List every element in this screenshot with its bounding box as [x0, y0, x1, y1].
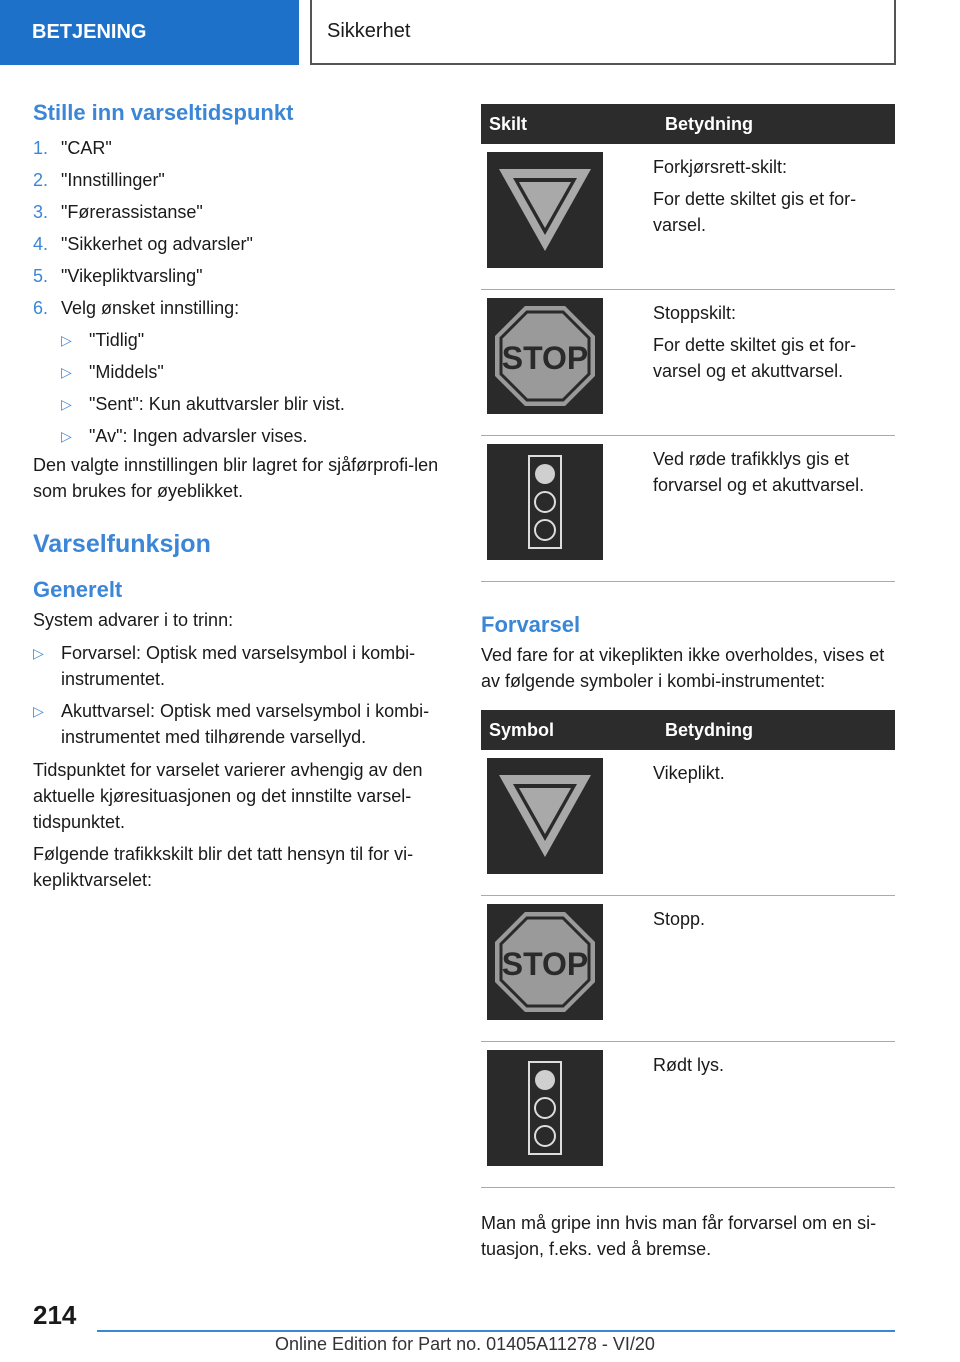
list-item: 3. "Førerassistanse": [33, 202, 203, 222]
chapter-tab: [310, 0, 896, 65]
left-column: [33, 100, 448, 893]
table-row: STOP Stopp.: [481, 896, 895, 1042]
chapter-label: Sikkerhet: [327, 20, 411, 42]
column-header: Skilt: [481, 104, 645, 144]
options-list: [33, 324, 448, 452]
list-item: ▷ "Tidlig": [61, 324, 448, 356]
saved-note: Den valgte innstillingen blir lagret for sjåførprofi-len som brukes for øyeblikket.: [33, 455, 439, 501]
steps-list: [33, 132, 448, 324]
heading-generelt: Generelt: [33, 577, 123, 602]
table-row: Forkjørsrett-skilt: For dette skiltet gis et for-varsel.: [481, 144, 895, 290]
list-item: ▷ Akuttvarsel: Optisk med varselsymbol i kombi-instrumentet med tilhørende varsellyd.: [33, 695, 448, 753]
triangle-bullet-icon: ▷: [33, 645, 44, 661]
paragraph: Følgende trafikkskilt blir det tatt hensyn til for vi-kepliktvarselet:: [33, 844, 414, 890]
section-label: BETJENING: [32, 21, 147, 43]
list-item: 5. "Vikepliktvarsling": [33, 266, 203, 286]
right-column: [481, 104, 895, 1262]
footer-divider: [97, 1330, 895, 1332]
triangle-bullet-icon: ▷: [61, 332, 72, 348]
symbols-table: [481, 710, 895, 1188]
table-header: [481, 104, 895, 144]
triangle-bullet-icon: ▷: [61, 396, 72, 412]
traffic-light-icon: [487, 1050, 603, 1166]
yield-sign-icon: [487, 152, 603, 268]
list-item: 4. "Sikkerhet og advarsler": [33, 234, 253, 254]
column-header: Betydning: [645, 104, 895, 144]
list-item: ▷ "Sent": Kun akuttvarsler blir vist.: [61, 388, 448, 420]
intro-text: System advarer i to trinn:: [33, 610, 234, 630]
outro-text: Man må gripe inn hvis man får forvarsel om en si-tuasjon, f.eks. ved å bremse.: [481, 1213, 877, 1259]
edition-text: Online Edition for Part no. 01405A11278 - VI/20: [275, 1334, 655, 1354]
triangle-bullet-icon: ▷: [61, 428, 72, 444]
stop-sign-icon: [487, 298, 603, 414]
heading-forvarsel: Forvarsel: [481, 612, 581, 637]
table-row: Ved røde trafikklys gis et forvarsel og et akuttvarsel.: [481, 436, 895, 582]
signs-table: [481, 104, 895, 582]
heading-varselfunksjon: Varselfunksjon: [33, 530, 211, 558]
list-item: ▷ "Av": Ingen advarsler vises.: [61, 420, 448, 452]
triangle-bullet-icon: ▷: [33, 703, 44, 719]
list-item: 6. Velg ønsket innstilling:: [33, 298, 240, 318]
list-item: 1. "CAR": [33, 138, 112, 158]
intro-text: Ved fare for at vikeplikten ikke overholdes, vises et av følgende symboler i kombi-instrumentet:: [481, 645, 885, 691]
traffic-light-icon: [487, 444, 603, 560]
stages-list: [33, 637, 448, 753]
list-item: ▷ "Middels": [61, 356, 448, 388]
svg-text:STOP: STOP: [501, 340, 589, 376]
heading-stille-inn: Stille inn varseltidspunkt: [33, 100, 294, 125]
list-item: 2. "Innstillinger": [33, 170, 165, 190]
table-row: STOP Stoppskilt: For dette skiltet gis et for-varsel og et akuttvarsel.: [481, 290, 895, 436]
column-header: Betydning: [645, 710, 895, 750]
stop-sign-icon: [487, 904, 603, 1020]
paragraph: Tidspunktet for varselet varierer avhengig av den aktuelle kjøresituasjonen og det innstilte varsel-tidspunktet.: [33, 760, 423, 832]
page-number: 214: [33, 1300, 77, 1330]
table-row: Vikeplikt.: [481, 750, 895, 896]
triangle-bullet-icon: ▷: [61, 364, 72, 380]
column-header: Symbol: [481, 710, 645, 750]
svg-text:STOP: STOP: [501, 946, 589, 982]
table-row: Rødt lys.: [481, 1042, 895, 1188]
yield-sign-icon: [487, 758, 603, 874]
list-item: ▷ Forvarsel: Optisk med varselsymbol i kombi-instrumentet.: [33, 637, 448, 695]
table-header: [481, 710, 895, 750]
section-tab: [0, 0, 299, 65]
